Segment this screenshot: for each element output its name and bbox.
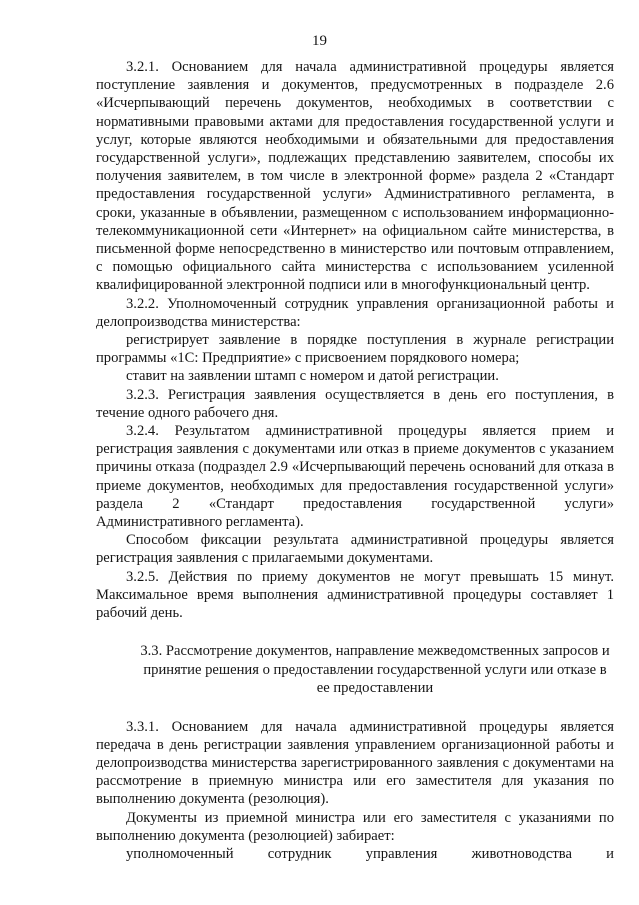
paragraph-3-2-4: 3.2.4. Результатом административной процедуры является прием и регистрация заявления с документами или отказ в приеме документов с указанием причины отказа (подраздел 2.9 «Исчерпывающий перечень оснований для отказа в приеме документов, необходимых для предоставления государственной услуги» раздела 2 «Стандарт предоставления государственной услуги» Административного регламента). — [96, 423, 614, 531]
section-heading-3-3: 3.3. Рассмотрение документов, направление межведомственных запросов и принятие решения о предоставлении государственной услуги или отказе в ее предоставлении — [140, 643, 610, 697]
paragraph-register: регистрирует заявление в порядке поступления в журнале регистрации программы «1С: Предприятие» с присвоением порядкового номера; — [96, 332, 614, 367]
page-number: 19 — [312, 33, 327, 49]
paragraph-3-2-3: 3.2.3. Регистрация заявления осуществляется в день его поступления, в течение одного рабочего дня. — [96, 386, 614, 421]
paragraph-fixation: Способом фиксации результата административной процедуры является регистрация заявления с прилагаемыми документами. — [96, 532, 614, 567]
paragraph-stamp: ставит на заявлении штамп с номером и датой регистрации. — [126, 368, 499, 385]
paragraph-3-2-5: 3.2.5. Действия по приему документов не могут превышать 15 минут. Максимальное время выполнения административной процедуры составляет 1 рабочий день. — [96, 568, 614, 622]
paragraph-documents: Документы из приемной министра или его заместителя с указаниями по выполнению документа (резолюцией) забирает: — [96, 809, 614, 844]
paragraph-authorized-employee: уполномоченный сотрудник управления животноводства и — [126, 845, 614, 862]
paragraph-3-3-1: 3.3.1. Основанием для начала административной процедуры является передача в день регистрации заявления управлением организационной работы и делопроизводства министерства зарегистрированного заявления с документами на рассмотрение в приемную министра или его заместителя для указания по выполнению документа (резолюция). — [96, 718, 614, 808]
paragraph-3-2-2: 3.2.2. Уполномоченный сотрудник управления организационной работы и делопроизводства министерства: — [96, 295, 614, 330]
document-body — [96, 58, 614, 863]
paragraph-3-2-1: 3.2.1. Основанием для начала административной процедуры является поступление заявления и документов, предусмотренных в подразделе 2.6 «Исчерпывающий перечень документов, необходимых в соответствии с нормативными правовыми актами для предоставления государственной услуги и услуг, которые являются необходимыми и обязательными для предоставления государственной услуги», подлежащих представлению заявителем, способы их получения заявителем, в том числе в электронной форме» раздела 2 «Стандарт предоставления государственной услуги» Административного регламента, в сроки, указанные в объявлении, размещенном с использованием информационно-телекоммуникационной сети «Интернет» на официальном сайте министерства, в письменной форме непосредственно в министерство или почтовым отправлением, с помощью официального сайта министерства с использованием усиленной квалифицированной электронной подписи или в многофункциональный центр. — [96, 59, 614, 294]
